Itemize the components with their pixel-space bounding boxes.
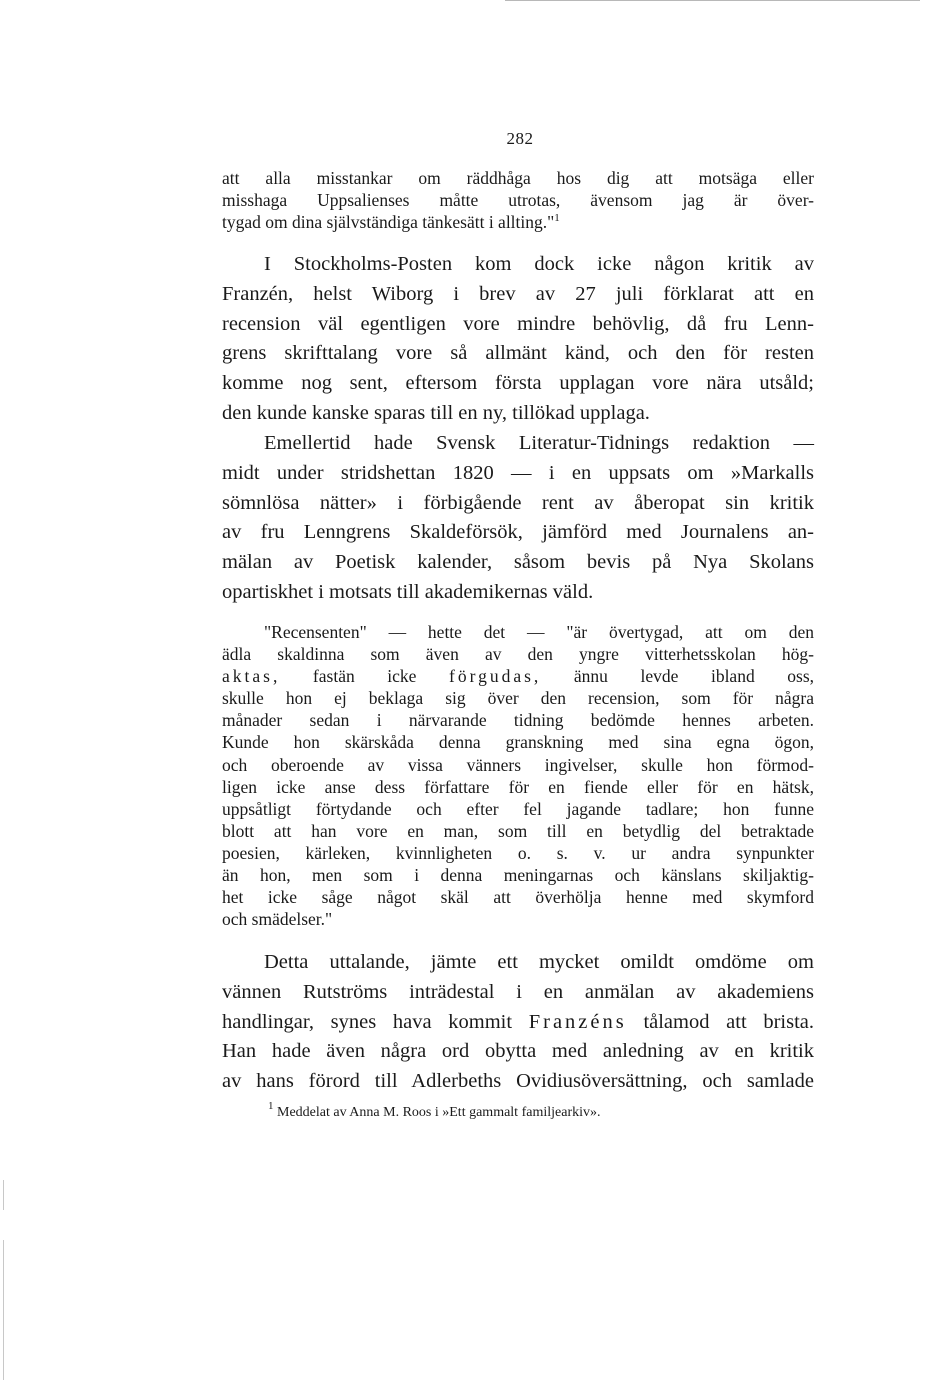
text-line: mälan av Poetisk kalender, såsom bevis på Nya Skolans (222, 551, 814, 574)
text-line: skulle hon ej beklaga sig över den recension, som för några (222, 688, 814, 709)
text-line: av fru Lenngrens Skaldeförsök, jämförd med Journalens an- (222, 521, 814, 544)
text-line: grens skrifttalang vore så allmänt känd, och den för resten (222, 342, 814, 365)
text-line: Emellertid hade Svensk Literatur-Tidnings redaktion — (264, 432, 814, 454)
text-line: het icke såge något skäl att överhölja henne med skymford (222, 887, 814, 908)
text-line: och smädelser." (222, 909, 333, 930)
text-line: att alla misstankar om räddhåga hos dig att motsäga eller (222, 168, 814, 188)
footnote-marker: 1 (268, 1100, 274, 1112)
text-line: än hon, men som i denna meningarnas och känslans skiljaktig- (222, 865, 814, 886)
paragraph-quote-continuation (222, 167, 814, 233)
top-edge-rule (505, 0, 920, 1)
footnote-text: Meddelat av Anna M. Roos i »Ett gammalt familjearkiv». (277, 1105, 601, 1120)
text-line: midt under stridshettan 1820 — i en uppsats om »Markalls (222, 461, 814, 484)
text-line: misshaga Uppsalienses måtte utrotas, ävensom jag är över- (222, 190, 814, 210)
text-line: av hans förord till Adlerbeths Ovidiusöversättning, och samlade (222, 1070, 814, 1093)
text-line: blott att han vore en man, som till en betydlig del betraktade (222, 820, 814, 841)
text-line (222, 665, 814, 687)
spaced-emphasis: förgudas, (449, 666, 542, 687)
text-line: uppsåtligt förtydande och efter fel jagande tadlare; hon funne (222, 798, 814, 819)
paragraph-literatur-tidning (222, 429, 814, 608)
text-fragment: handlingar, synes hava kommit (222, 1010, 513, 1033)
text-line: recension väl egentligen vore mindre behövlig, då fru Lenn- (222, 312, 814, 335)
text-line: Detta uttalande, jämte ett mycket omildt omdöme om (264, 951, 814, 973)
left-scan-mark (3, 1180, 4, 1210)
text-fragment: tygad om dina självständiga tänkesätt i allting." (222, 212, 555, 232)
block-quote-recensenten (222, 621, 814, 930)
text-line: poesien, kärleken, kvinnligheten o. s. v. ur andra synpunkter (222, 842, 814, 863)
text-line: Franzén, helst Wiborg i brev av 27 juli förklarat att en (222, 282, 814, 305)
page-number: 282 (506, 129, 534, 148)
text-fragment: ännu levde ibland oss, (573, 666, 815, 687)
footnote-reference: 1 (554, 212, 560, 224)
text-line (222, 1008, 814, 1038)
text-line: komme nog sent, eftersom första upplagan vore nära utsåld; (222, 372, 814, 395)
text-line: månader sedan i närvarande tidning bedömde hennes arbeten. (222, 710, 814, 731)
text-line: Kunde hon skärskåda denna granskning med sina egna ögon, (222, 732, 814, 753)
spaced-emphasis: Franzéns (528, 1010, 627, 1033)
text-line: sömnlösa nätter» i förbigående rent av åberopat sin kritik (222, 491, 814, 514)
text-line: I Stockholms-Posten kom dock icke någon kritik av (264, 253, 814, 275)
text-line: ädla skaldinna som även av den yngre vitterhetsskolan hög- (222, 644, 814, 665)
footnote (268, 1100, 601, 1122)
text-line: opartiskhet i motsats till akademikernas väld. (222, 580, 594, 603)
text-line: vännen Rutströms inträdestal i en anmälan av akademiens (222, 980, 814, 1003)
text-fragment: tålamod att brista. (643, 1010, 814, 1033)
spaced-emphasis: aktas, (222, 666, 281, 687)
text-line (222, 211, 814, 233)
paragraph-detta-uttalande (222, 948, 814, 1097)
text-line: "Recensenten" — hette det — "är övertygad, att om den (264, 622, 814, 642)
text-line: och oberoende av vissa vänners ingivelser, skulle hon förmod- (222, 754, 814, 775)
text-line: den kunde kanske sparas till en ny, tillökad upplaga. (222, 401, 650, 424)
text-line: Han hade även några ord obytta med anledning av en kritik (222, 1040, 814, 1063)
text-fragment: fastän icke (312, 666, 417, 687)
left-scan-mark (3, 1240, 4, 1380)
paragraph-stockholms-posten (222, 250, 814, 429)
text-line: ligen icke anse dess författare för en fiende eller för en hätsk, (222, 776, 814, 797)
